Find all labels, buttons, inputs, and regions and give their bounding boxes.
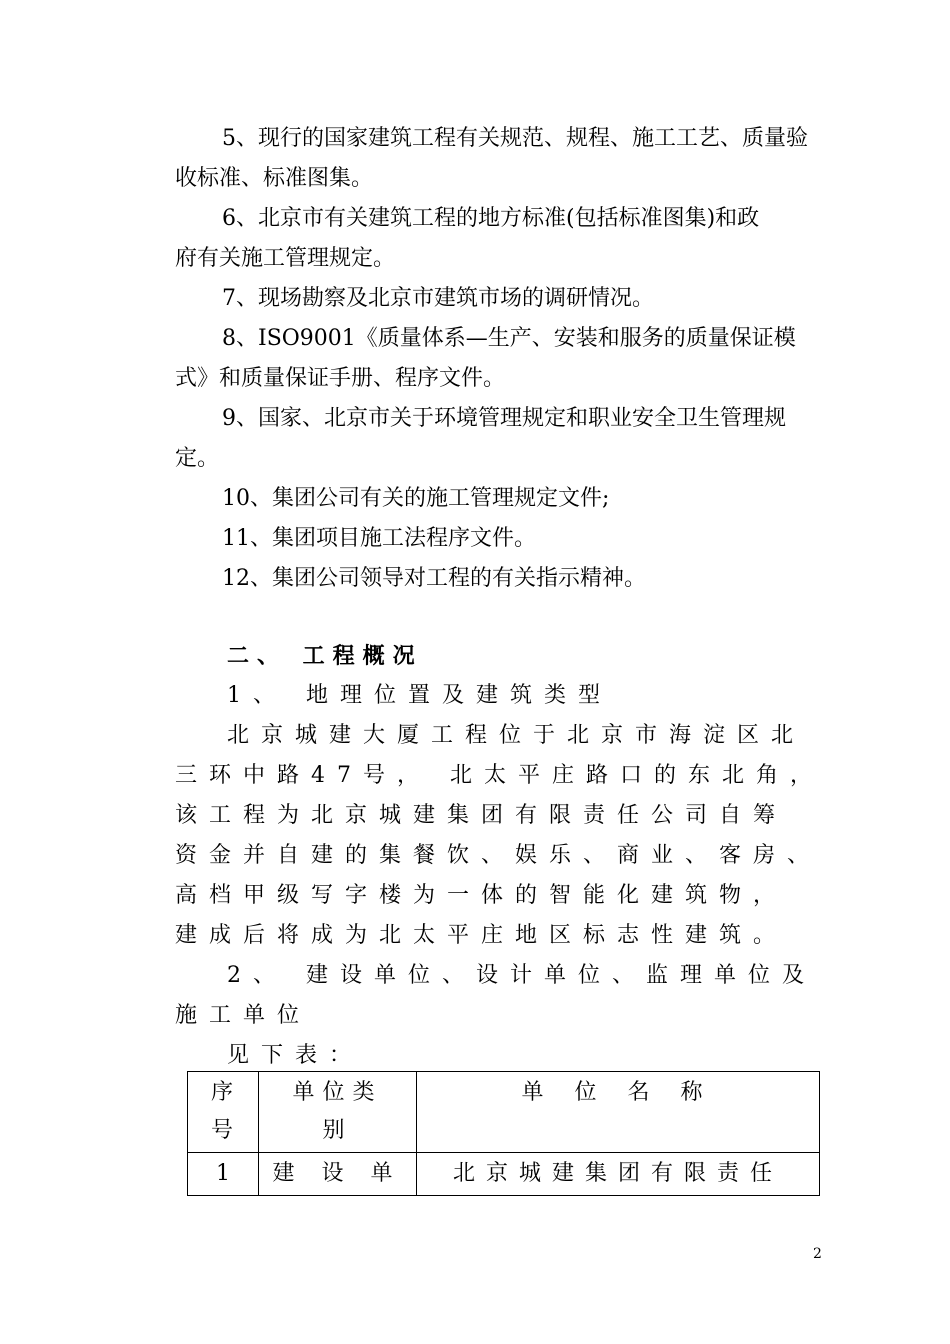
- list-item-6-line2: 府有关施工管理规定。: [175, 246, 396, 271]
- header-cell-name: 单 位 名 称: [417, 1072, 820, 1153]
- see-table-caption: 见下表：: [227, 1043, 364, 1068]
- paragraph-line: 高档甲级写字楼为一体的智能化建筑物，: [175, 883, 788, 908]
- list-item-9-line2: 定。: [175, 446, 220, 471]
- list-item-12: 12、集团公司领导对工程的有关指示精神。: [222, 566, 646, 591]
- list-item-11: 11、集团项目施工法程序文件。: [222, 526, 536, 551]
- table-row: [188, 1153, 820, 1196]
- header-cell-seq: 序号: [188, 1072, 259, 1153]
- list-item-5-line2: 收标准、标准图集。: [175, 166, 374, 191]
- subsection-1-title: 1、 地理位置及建筑类型: [227, 683, 612, 708]
- row-cell-name: 北京城建集团有限责任: [417, 1153, 820, 1196]
- paragraph-line: 建成后将成为北太平庄地区标志性建筑。: [175, 923, 788, 948]
- list-item-5-line1: 5、现行的国家建筑工程有关规范、规程、施工工艺、质量验: [222, 126, 808, 151]
- section-heading: 二、 工程概况: [227, 643, 423, 669]
- row-cell-seq: 1: [188, 1153, 259, 1196]
- list-item-10: 10、集团公司有关的施工管理规定文件;: [222, 486, 610, 511]
- list-item-7: 7、现场勘察及北京市建筑市场的调研情况。: [222, 286, 654, 311]
- header-cell-category: 单位类别: [259, 1072, 417, 1153]
- paragraph-line: 北京城建大厦工程位于北京市海淀区北: [227, 723, 806, 748]
- list-item-9-line1: 9、国家、北京市关于环境管理规定和职业安全卫生管理规: [222, 406, 786, 431]
- paragraph-line: 资金并自建的集餐饮、娱乐、商业、客房、: [175, 843, 822, 868]
- list-item-8-line1: 8、ISO9001《质量体系—生产、安装和服务的质量保证模: [222, 326, 796, 351]
- page-number: 2: [813, 1246, 822, 1262]
- row-cell-category: 建 设 单: [259, 1153, 417, 1196]
- paragraph-line: 三环中路47号， 北太平庄路口的东北角，: [175, 763, 824, 788]
- paragraph-line: 该工程为北京城建集团有限责任公司自筹: [175, 803, 788, 828]
- table-header-row: [188, 1072, 820, 1153]
- subsection-2-title-line1: 2、 建设单位、设计单位、监理单位及: [227, 963, 816, 988]
- units-table: [187, 1071, 820, 1196]
- subsection-2-title-line2: 施工单位: [175, 1003, 312, 1028]
- list-item-8-line2: 式》和质量保证手册、程序文件。: [175, 366, 506, 391]
- list-item-6-line1: 6、北京市有关建筑工程的地方标准(包括标准图集)和政: [222, 206, 760, 231]
